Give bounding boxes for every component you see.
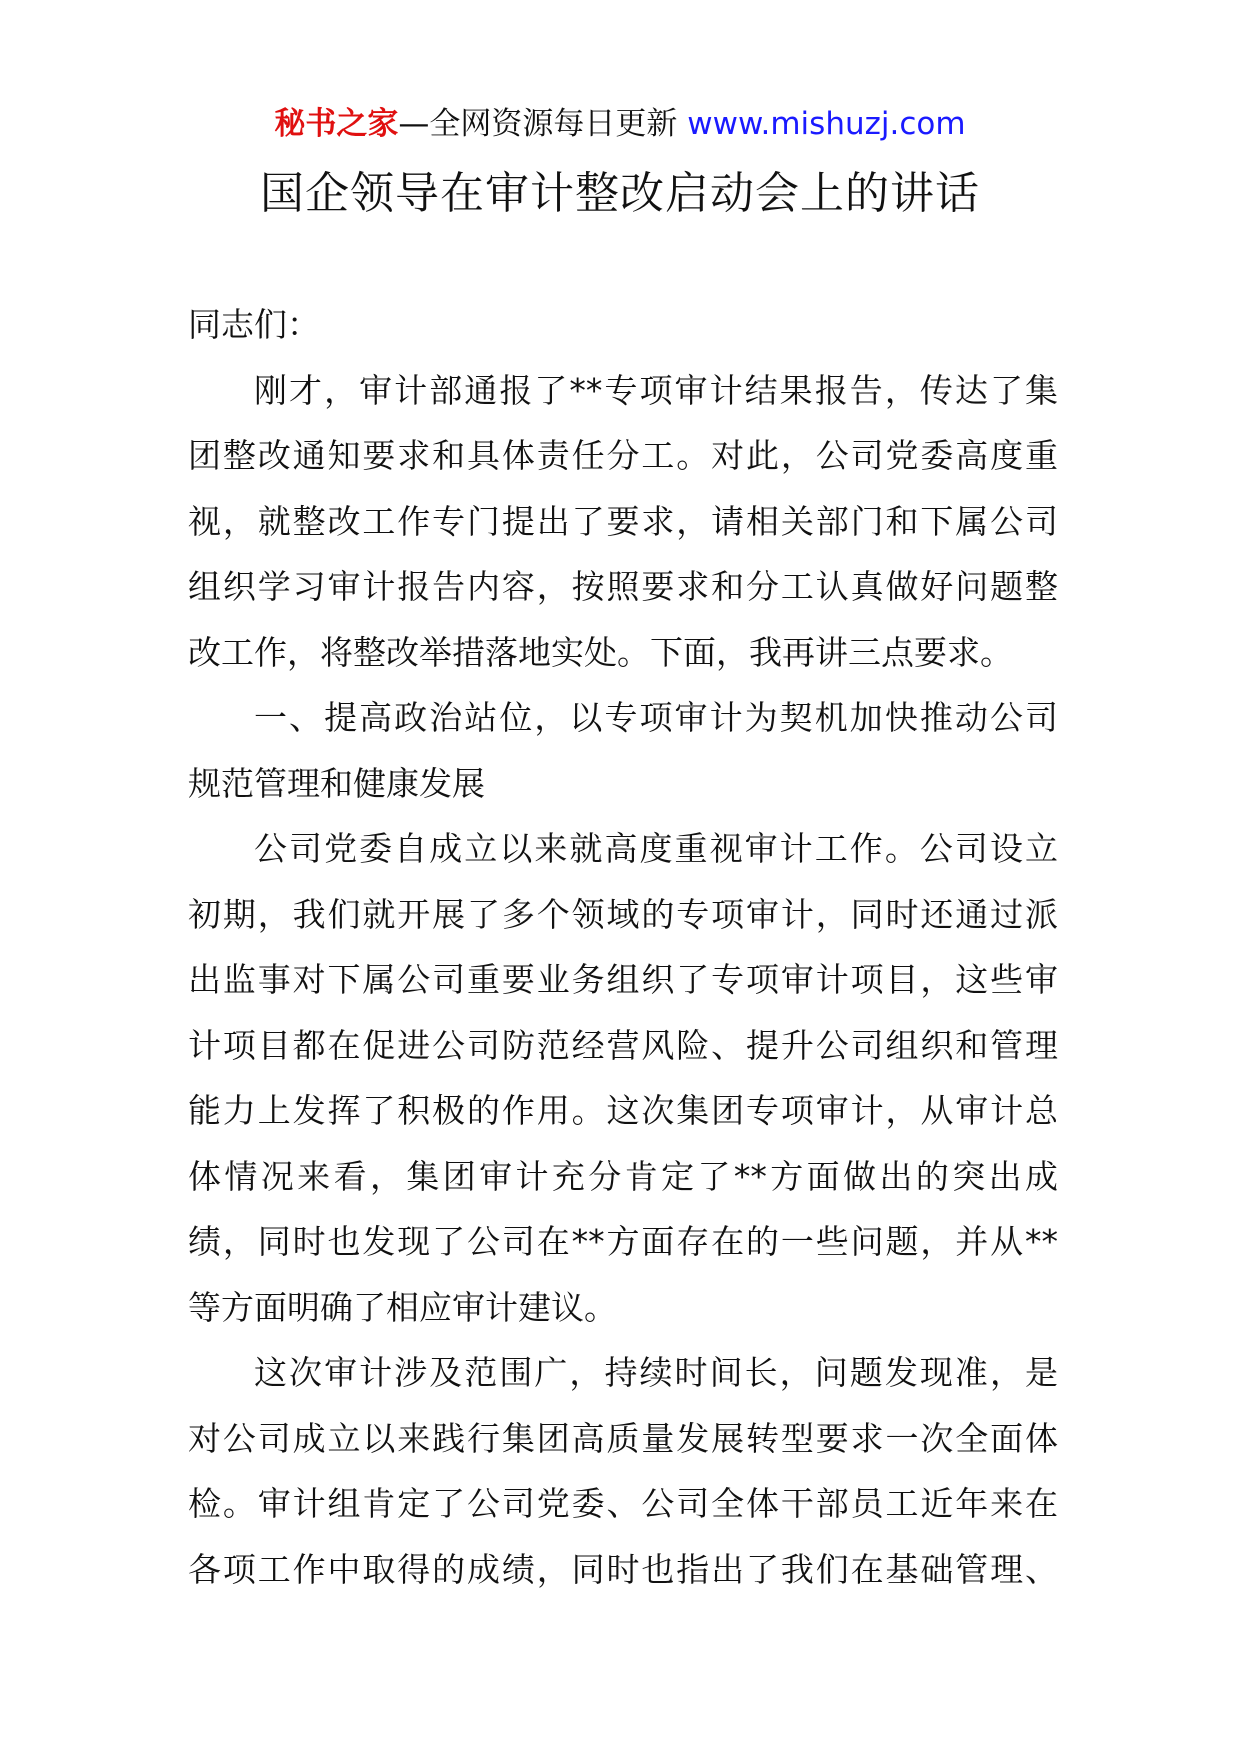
banner-tagline: —全网资源每日更新 — [398, 106, 688, 142]
body-line: 计项目都在促进公司防范经营风险、提升公司组织和管理 — [188, 1025, 1058, 1065]
body-line: 绩，同时也发现了公司在**方面存在的一些问题，并从** — [188, 1222, 1058, 1261]
body-line: 改工作，将整改举措落地实处。下面，我再讲三点要求。 — [188, 632, 1013, 672]
body-line: 组织学习审计报告内容，按照要求和分工认真做好问题整 — [188, 567, 1058, 606]
document-body — [188, 292, 1058, 1602]
body-line: 团整改通知要求和具体责任分工。对此，公司党委高度重 — [188, 436, 1058, 475]
body-line: 公司党委自成立以来就高度重视审计工作。公司设立 — [254, 829, 1058, 868]
document-title: 国企领导在审计整改启动会上的讲话 — [260, 168, 980, 219]
body-line: 体情况来看，集团审计充分肯定了**方面做出的突出成 — [188, 1156, 1058, 1196]
site-banner — [0, 104, 1240, 144]
body-line: 规范管理和健康发展 — [188, 763, 485, 803]
body-line: 初期，我们就开展了多个领域的专项审计，同时还通过派 — [188, 894, 1058, 934]
body-line: 出监事对下属公司重要业务组织了专项审计项目，这些审 — [188, 960, 1058, 999]
body-line: 能力上发挥了积极的作用。这次集团专项审计，从审计总 — [188, 1091, 1058, 1130]
body-line: 同志们： — [188, 305, 320, 344]
body-line: 视，就整改工作专门提出了要求，请相关部门和下属公司 — [188, 501, 1058, 541]
site-url-link[interactable]: www.mishuzj.com — [687, 106, 966, 142]
body-line: 这次审计涉及范围广，持续时间长，问题发现准，是 — [254, 1353, 1058, 1392]
body-line: 刚才，审计部通报了**专项审计结果报告，传达了集 — [254, 370, 1058, 410]
body-line: 检。审计组肯定了公司党委、公司全体干部员工近年来在 — [188, 1484, 1058, 1523]
body-line: 各项工作中取得的成绩，同时也指出了我们在基础管理、 — [188, 1549, 1058, 1589]
body-line: 一、提高政治站位，以专项审计为契机加快推动公司 — [254, 698, 1058, 737]
body-line: 等方面明确了相应审计建议。 — [188, 1287, 617, 1327]
body-line: 对公司成立以来践行集团高质量发展转型要求一次全面体 — [188, 1418, 1058, 1458]
brand-name: 秘书之家 — [274, 106, 399, 142]
